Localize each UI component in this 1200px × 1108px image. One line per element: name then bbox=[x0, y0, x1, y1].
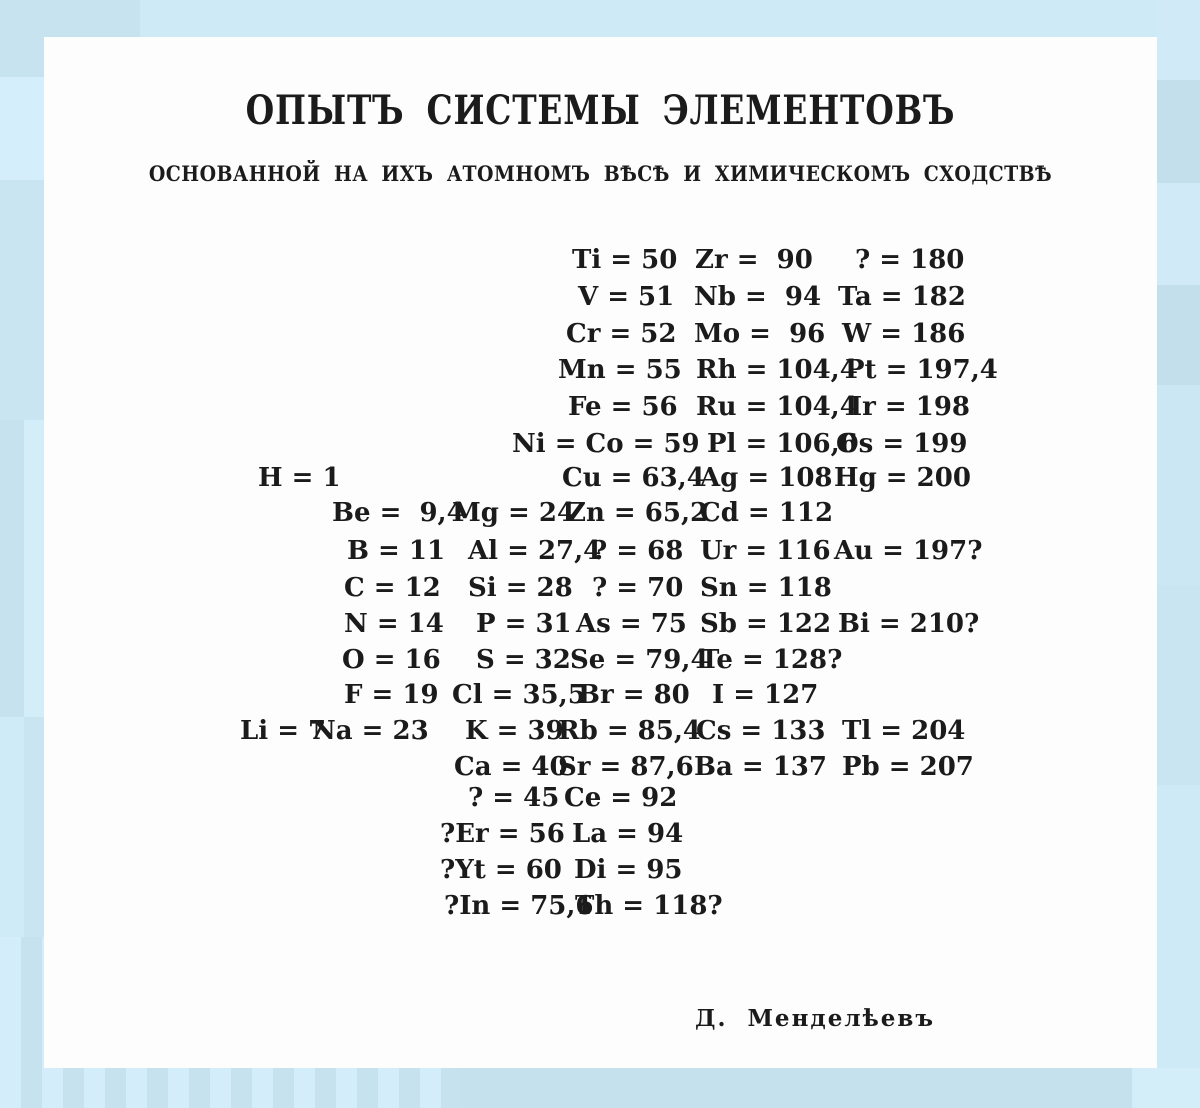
element-entry: Te = 128? bbox=[700, 645, 843, 675]
element-entry: ?Yt = 60 bbox=[440, 855, 562, 885]
element-entry: Li = 7 bbox=[240, 716, 327, 746]
background-tile bbox=[0, 180, 44, 420]
element-entry: Fe = 56 bbox=[568, 392, 678, 422]
element-entry: Ag = 108 bbox=[700, 463, 833, 493]
element-entry: Ti = 50 bbox=[572, 245, 678, 275]
element-entry: Ce = 92 bbox=[564, 783, 678, 813]
background-tile bbox=[24, 420, 44, 717]
element-entry: Ur = 116 bbox=[700, 536, 831, 566]
element-entry: P = 31 bbox=[476, 609, 572, 639]
element-entry: ? = 70 bbox=[592, 573, 684, 603]
element-entry: Na = 23 bbox=[312, 716, 429, 746]
element-entry: Sn = 118 bbox=[700, 573, 832, 603]
element-entry: ?Er = 56 bbox=[440, 819, 565, 849]
element-entry: Zn = 65,2 bbox=[567, 498, 709, 528]
background-tile bbox=[1157, 585, 1200, 785]
element-entry: Pt = 197,4 bbox=[845, 355, 998, 385]
background-tile bbox=[24, 717, 44, 937]
background-tile bbox=[1157, 385, 1200, 585]
element-entry: Si = 28 bbox=[468, 573, 573, 603]
background-tile bbox=[0, 77, 44, 180]
element-entry: Br = 80 bbox=[578, 680, 690, 710]
element-entry: ? = 45 bbox=[468, 783, 560, 813]
element-entry: Cu = 63,4 bbox=[562, 463, 705, 493]
background-tile bbox=[0, 717, 24, 937]
background-tile bbox=[1157, 0, 1200, 80]
element-entry: Pb = 207 bbox=[842, 752, 974, 782]
element-entry: Th = 118? bbox=[575, 891, 723, 921]
element-entry: Rh = 104,4 bbox=[696, 355, 858, 385]
element-entry: Zr = 90 bbox=[695, 245, 813, 275]
element-entry: Cs = 133 bbox=[696, 716, 826, 746]
element-entry: Ta = 182 bbox=[838, 282, 966, 312]
element-entry: Pl = 106,6 bbox=[707, 429, 858, 459]
element-entry: O = 16 bbox=[342, 645, 441, 675]
element-entry: Ni = Co = 59 bbox=[512, 429, 700, 459]
element-entry: Nb = 94 bbox=[694, 282, 822, 312]
element-entry: Hg = 200 bbox=[834, 463, 971, 493]
element-entry: Rb = 85,4 bbox=[558, 716, 701, 746]
element-entry: Os = 199 bbox=[836, 429, 968, 459]
element-entry: ? = 180 bbox=[855, 245, 965, 275]
element-entry: La = 94 bbox=[572, 819, 684, 849]
element-entry: ? = 68 bbox=[592, 536, 684, 566]
element-entry: Tl = 204 bbox=[842, 716, 966, 746]
element-entry: N = 14 bbox=[344, 609, 444, 639]
element-entry: B = 11 bbox=[347, 536, 446, 566]
element-entry: V = 51 bbox=[578, 282, 675, 312]
background-tile bbox=[1157, 80, 1200, 183]
element-entry: W = 186 bbox=[842, 319, 966, 349]
element-entry: Sr = 87,6 bbox=[558, 752, 694, 782]
element-entry: Mg = 24 bbox=[452, 498, 576, 528]
background-tile bbox=[1157, 285, 1200, 385]
page-title: ОПЫТЪ СИСТЕМЫ ЭЛЕМЕНТОВЪ bbox=[245, 87, 956, 134]
element-entry: I = 127 bbox=[712, 680, 819, 710]
element-entry: Ir = 198 bbox=[850, 392, 971, 422]
element-entry: Cd = 112 bbox=[700, 498, 834, 528]
element-table bbox=[44, 37, 1157, 1068]
background-tile bbox=[1157, 785, 1200, 1068]
element-entry: F = 19 bbox=[344, 680, 439, 710]
page-subtitle: ОСНОВАННОЙ НА ИХЪ АТОМНОМЪ ВѢСѢ И ХИМИЧЕСКОМЪ СХОДСТВѢ bbox=[148, 161, 1053, 186]
author-signature: Д. Менделѣевъ bbox=[695, 1005, 936, 1032]
element-entry: Cl = 35,5 bbox=[452, 680, 586, 710]
element-entry: Mn = 55 bbox=[558, 355, 682, 385]
element-entry: K = 39 bbox=[465, 716, 564, 746]
element-entry: Ru = 104,4 bbox=[696, 392, 858, 422]
element-entry: C = 12 bbox=[344, 573, 441, 603]
element-entry: Sb = 122 bbox=[700, 609, 832, 639]
background-tile bbox=[460, 1068, 1132, 1108]
element-entry: Au = 197? bbox=[834, 536, 983, 566]
element-entry: Be = 9,4 bbox=[332, 498, 465, 528]
element-entry: S = 32 bbox=[476, 645, 571, 675]
element-entry: Ba = 137 bbox=[694, 752, 827, 782]
element-entry: Di = 95 bbox=[574, 855, 683, 885]
element-entry: Cr = 52 bbox=[566, 319, 677, 349]
element-entry: As = 75 bbox=[576, 609, 687, 639]
element-entry: ?In = 75,6 bbox=[444, 891, 594, 921]
element-entry: Ca = 40 bbox=[454, 752, 568, 782]
element-entry: H = 1 bbox=[258, 463, 341, 493]
background-tile bbox=[0, 420, 24, 717]
element-entry: Bi = 210? bbox=[838, 609, 980, 639]
element-entry: Mo = 96 bbox=[694, 319, 826, 349]
background-tile bbox=[1157, 183, 1200, 285]
element-entry: Se = 79,4 bbox=[570, 645, 709, 675]
document-page bbox=[44, 37, 1157, 1068]
element-entry: Al = 27,4 bbox=[468, 536, 602, 566]
background-tile bbox=[1132, 1068, 1200, 1108]
